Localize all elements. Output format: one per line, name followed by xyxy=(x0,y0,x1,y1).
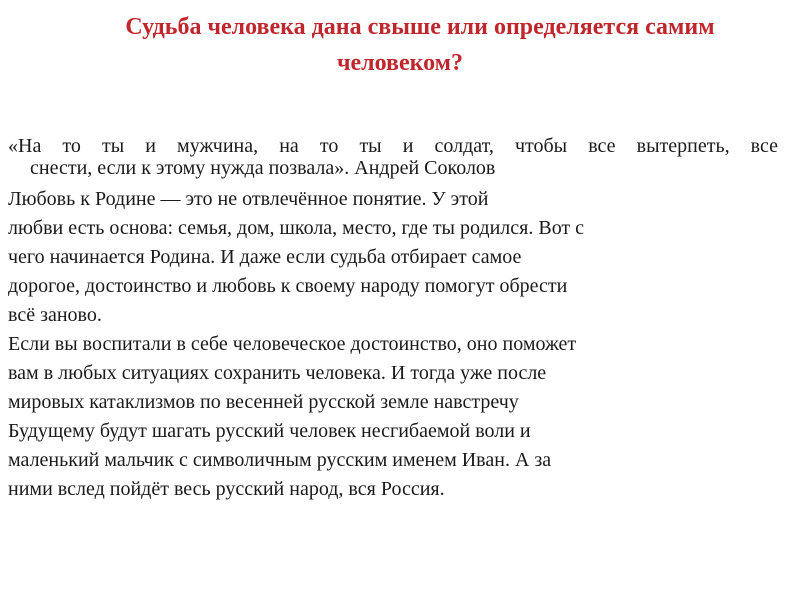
paragraph-line: Будущему будут шагать русский человек несгибаемой воли и xyxy=(8,420,531,442)
paragraph-line: мировых катаклизмов по весенней русской земле навстречу xyxy=(8,391,519,413)
paragraph-homeland xyxy=(8,185,778,330)
quote-line-1: «На то ты и мужчина, на то ты и солдат, чтобы все вытерпеть, все xyxy=(8,135,778,157)
paragraph-line: Если вы воспитали в себе человеческое достоинство, оно поможет xyxy=(8,333,577,355)
quote-block xyxy=(8,135,778,179)
quote-line-2: снести, если к этому нужда позвала». Андрей Соколов xyxy=(30,157,496,179)
paragraph-line: маленький мальчик с символичным русским именем Иван. А за xyxy=(8,449,552,471)
paragraph-line: дорогое, достоинство и любовь к своему народу помогут обрести xyxy=(8,275,568,297)
paragraph-line: вам в любых ситуациях сохранить человека. И тогда уже после xyxy=(8,362,547,384)
slide-title xyxy=(0,9,800,81)
slide-body xyxy=(8,135,778,504)
paragraph-line: ними вслед пойдёт весь русский народ, вся Россия. xyxy=(8,478,445,500)
paragraph-line: всё заново. xyxy=(8,304,102,326)
paragraph-line: Любовь к Родине — это не отвлечённое понятие. У этой xyxy=(8,188,489,210)
paragraph-line: любви есть основа: семья, дом, школа, место, где ты родился. Вот с xyxy=(8,217,585,239)
slide-title-line-2: человеком? xyxy=(336,50,464,76)
paragraph-line: чего начинается Родина. И даже если судьба отбирает самое xyxy=(8,246,522,268)
slide-title-line-1: Судьба человека дана свыше или определяется самим xyxy=(125,14,715,40)
paragraph-dignity xyxy=(8,330,778,504)
